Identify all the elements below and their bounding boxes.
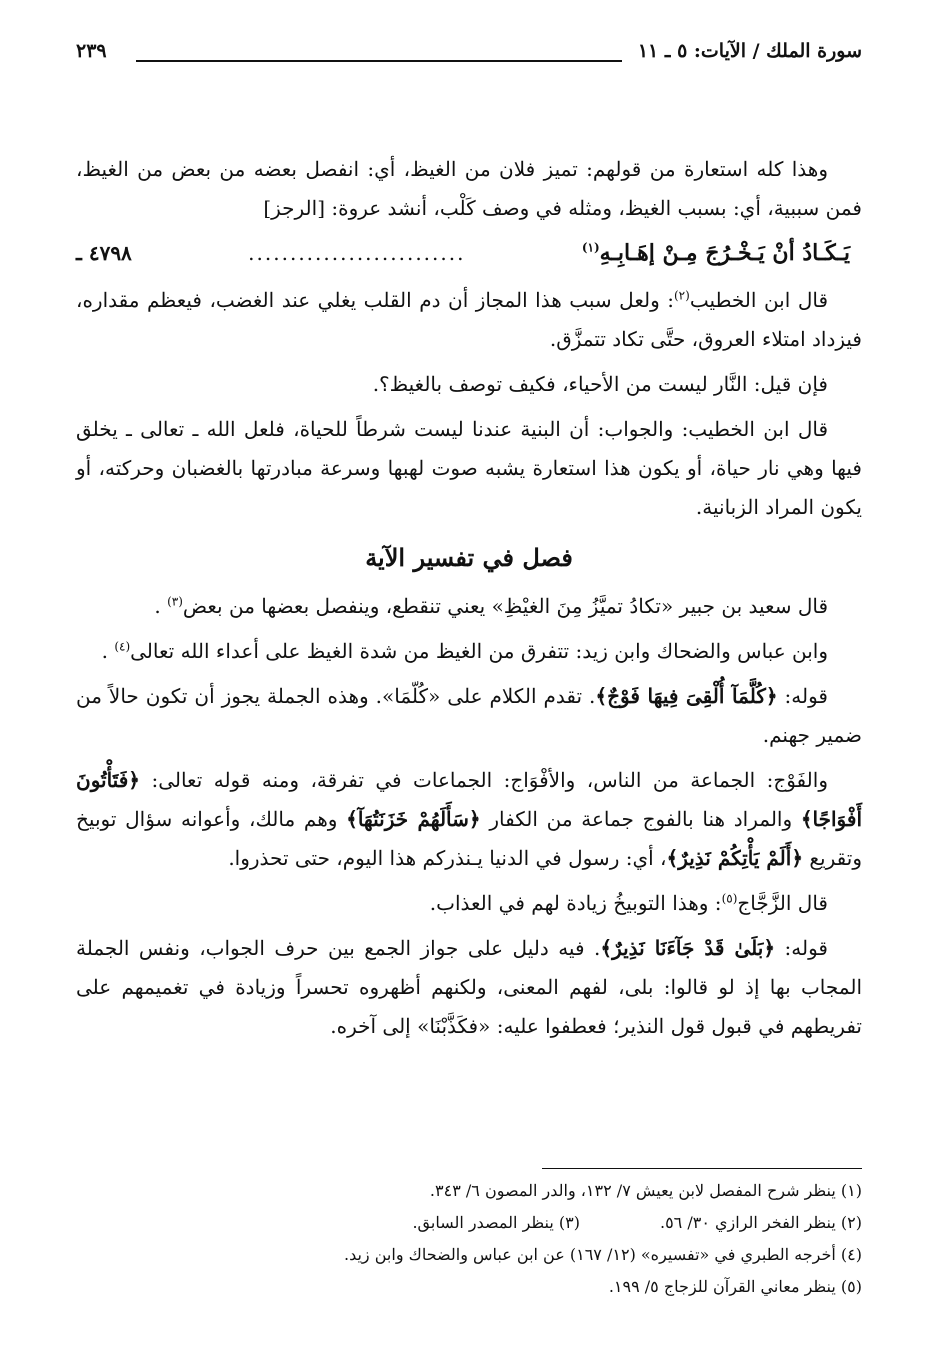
paragraph-6-text: وابن عباس والضحاك وابن زيد: تتفرق من الغيظ من شدة الغيظ على أعداء الله تعالى <box>130 639 828 663</box>
paragraph-8-part-a: والفَوْج: الجماعة من الناس، والأفْوَاج: الجماعات في تفرقة، ومنه قوله تعالى: <box>140 768 828 792</box>
verse-text <box>582 234 862 273</box>
paragraph-5-text: قال سعيد بن جبير «تكادُ تميَّزُ مِنَ الغيْظِ» يعني تنقطع، وينفصل بعضها من بعض <box>182 594 828 618</box>
verse-dots: .......................... <box>248 241 466 265</box>
paragraph-7 <box>76 677 862 755</box>
footnote-ref-5: (٥) <box>721 891 738 906</box>
paragraph-1 <box>76 150 862 228</box>
quran-quote-4: ﴿أَلَمْ يَأْتِكُمْ نَذِيرٌ﴾ <box>666 846 804 870</box>
paragraph-2 <box>76 281 862 359</box>
footnote-5 <box>76 1271 862 1303</box>
footnote-ref-1: (١) <box>581 240 600 255</box>
paragraph-8-part-b: والمراد هنا بالفوج جماعة من الكفار <box>480 807 801 831</box>
header-rule <box>136 60 622 62</box>
paragraph-8-part-d: ، أي: رسول في الدنيا يـنذركم هذا اليوم، حتى تحذروا. <box>228 846 667 870</box>
paragraph-5: قال سعيد بن جبير «تكادُ تميَّزُ مِنَ الغيْظِ» يعني تنقطع، وينفصل بعضها من بعض$^{(٣)}$ . <box>154 594 828 618</box>
poetry-verse <box>76 234 862 273</box>
paragraph-10 <box>76 929 862 1046</box>
quran-quote-1: ﴿كُلَّمَآ أُلْقِىَ فِيهَا فَوْجٌ﴾ <box>595 684 778 708</box>
footnote-row-2-3 <box>76 1207 862 1239</box>
footnote-rule <box>542 1168 862 1169</box>
paragraph-3 <box>76 365 862 404</box>
footnote-2: (٢) ينظر الفخر الرازي ٣٠/ ٥٦. <box>659 1213 862 1232</box>
paragraph-9-start: قال الزَّجَّاج <box>737 891 828 915</box>
paragraph-2-rest: : ولعل سبب هذا المجاز أن دم القلب يغلي عند الغضب، فيعظم مقداره، فيزداد امتلاء العروق، حتَّى تكاد تتمزَّق. <box>76 288 862 351</box>
paragraph-7-rest: . تقدم الكلام على «كُلّمَا». وهذه الجملة يجوز أن تكون حالاً من ضمير جهنم. <box>76 684 862 747</box>
paragraph-7-start: قوله: <box>777 684 828 708</box>
verse-words: يَـكَـادُ أنْ يَـخْـرُجَ مِـنْ إهَـابِـهِ <box>599 240 850 266</box>
page-body <box>76 150 862 1046</box>
footnote-ref-3: (٣) <box>167 594 183 609</box>
paragraph-2-start: قال ابن الخطيب <box>689 288 828 312</box>
footnote-1 <box>76 1175 862 1207</box>
running-title: سورة الملك / الآيات: ٥ ـ ١١ <box>637 40 862 62</box>
paragraph-3-text: فإن قيل: النَّار ليست من الأحياء، فكيف توصف بالغيظ؟. <box>372 372 828 396</box>
paragraph-10-rest: . فيه دليل على جواز الجمع بين حرف الجواب، ونفس الجملة المجاب بها إذ لو قالوا: بلى، لفهم المعنى، ولكنهم أظهروه تحسراً وزيادة في تغميمهم على تفريطهم في قبول قول النذير؛ فعطفوا عليه: «فكَذَّبْنَا» إلى آخره. <box>76 936 862 1038</box>
footnote-5-text: (٥) ينظر معاني القرآن للزجاج ٥/ ١٩٩. <box>608 1277 862 1296</box>
footnote-ref-4: (٤) <box>114 639 131 654</box>
footnote-4-text: (٤) أخرجه الطبري في «تفسيره» (١٢/ ١٦٧) عن ابن عباس والضحاك وابن زيد. <box>343 1245 862 1264</box>
paragraph-6: وابن عباس والضحاك وابن زيد: تتفرق من الغيظ من شدة الغيظ على أعداء الله تعالى$^{(٤)}$ . <box>101 639 828 663</box>
paragraph-4 <box>76 410 862 527</box>
section-heading: فصل في تفسير الآية <box>365 543 573 572</box>
paragraph-9-rest: : وهذا التوبيخُ زيادة لهم في العذاب. <box>429 891 722 915</box>
quran-quote-2: ﴿فَتَأْتُونَ أَفْوَاجًا﴾ <box>76 768 863 831</box>
footnote-ref-2: (٢) <box>673 288 690 303</box>
paragraph-8 <box>76 761 862 878</box>
footnote-1-text: (١) ينظر شرح المفصل لابن يعيش ٧/ ١٣٢، والدر المصون ٦/ ٣٤٣. <box>429 1181 862 1200</box>
paragraph-9 <box>76 884 862 923</box>
paragraph-4-text: قال ابن الخطيب: والجواب: أن البنية عندنا ليست شرطاً للحياة، فلعل الله ـ تعالى ـ يخلق فيها وهي نار حياة، أو يكون هذا استعارة يشبه صوت لهبها وسرعة مبادرتها بالغضبان وحركته، أو يكون المراد الزبانية. <box>76 417 862 519</box>
footnote-3: (٣) ينظر المصدر السابق. <box>412 1213 580 1232</box>
paragraph-10-start: قوله: <box>775 936 828 960</box>
quran-quote-3: ﴿سَأَلَهُمْ خَزَنَتُهَآ﴾ <box>346 807 481 831</box>
page-number: ٢٣٩ <box>76 40 107 62</box>
verse-number: ٤٧٩٨ ـ <box>76 241 132 265</box>
page-header <box>76 36 862 72</box>
paragraph-1-text: وهذا كله استعارة من قولهم: تميز فلان من الغيظ، أي: انفصل بعضه من بعض من الغيظ، فمن سببية، أي: بسبب الغيظ، ومثله في وصف كَلْب، أنشد عروة: [الرجز] <box>76 157 862 220</box>
footnotes <box>76 1168 862 1303</box>
paragraph-8-part-c: وهم مالك، وأعوانه سؤال توبيخ وتقريع <box>76 807 862 870</box>
footnote-4 <box>76 1239 862 1271</box>
quran-quote-5: ﴿بَلَىٰ قَدْ جَآءَنَا نَذِيرٌ﴾ <box>600 936 776 960</box>
